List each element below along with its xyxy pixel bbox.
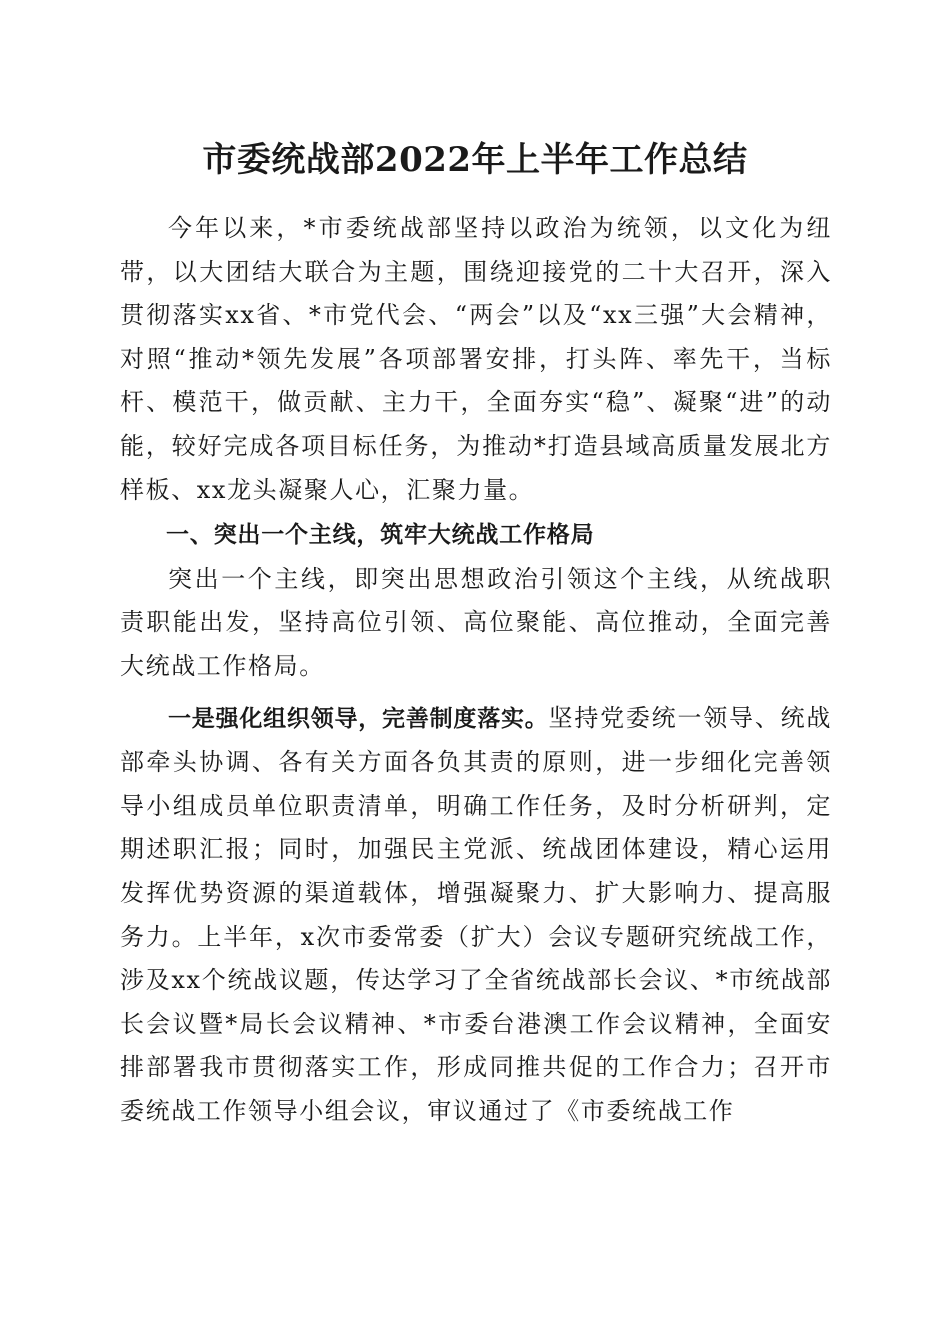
point-paragraph	[120, 697, 832, 1134]
section-summary-paragraph: 突出一个主线，即突出思想政治引领这个主线，从统战职责职能出发，坚持高位引领、高位聚能、高位推动，全面完善大统战工作格局。	[120, 564, 832, 680]
intro-paragraph: 今年以来，*市委统战部坚持以政治为统领，以文化为纽带，以大团结大联合为主题，围绕迎接党的二十大召开，深入贯彻落实xx省、*市党代会、“两会”以及“xx三强”大会精神，对照“推动*领先发展”各项部署安排，打头阵、率先干，当标杆、模范干，做贡献、主力干，全面夯实“稳”、凝聚“进”的动能，较好完成各项目标任务，为推动*打造县域高质量发展北方样板、xx龙头凝聚人心，汇聚力量。	[120, 214, 832, 504]
document-title: 市委统战部2022年上半年工作总结	[202, 140, 748, 180]
point-text: 坚持党委统一领导、统战部牵头协调、各有关方面各负其责的原则，进一步细化完善领导小组成员单位职责清单，明确工作任务，及时分析研判，定期述职汇报；同时，加强民主党派、统战团体建设，精心运用发挥优势资源的渠道载体，增强凝聚力、扩大影响力、提高服务力。上半年，x次市委常委（扩大）会议专题研究统战工作，涉及xx个统战议题，传达学习了全省统战部长会议、*市统战部长会议暨*局长会议精神、*市委台港澳工作会议精神，全面安排部署我市贯彻落实工作，形成同推共促的工作合力；召开市委统战工作领导小组会议，审议通过了《市委统战工作	[120, 703, 832, 1125]
document-body	[120, 207, 832, 1133]
point-lead: 一是强化组织领导，完善制度落实。	[168, 705, 549, 732]
section-heading: 一、突出一个主线，筑牢大统战工作格局	[166, 522, 595, 549]
